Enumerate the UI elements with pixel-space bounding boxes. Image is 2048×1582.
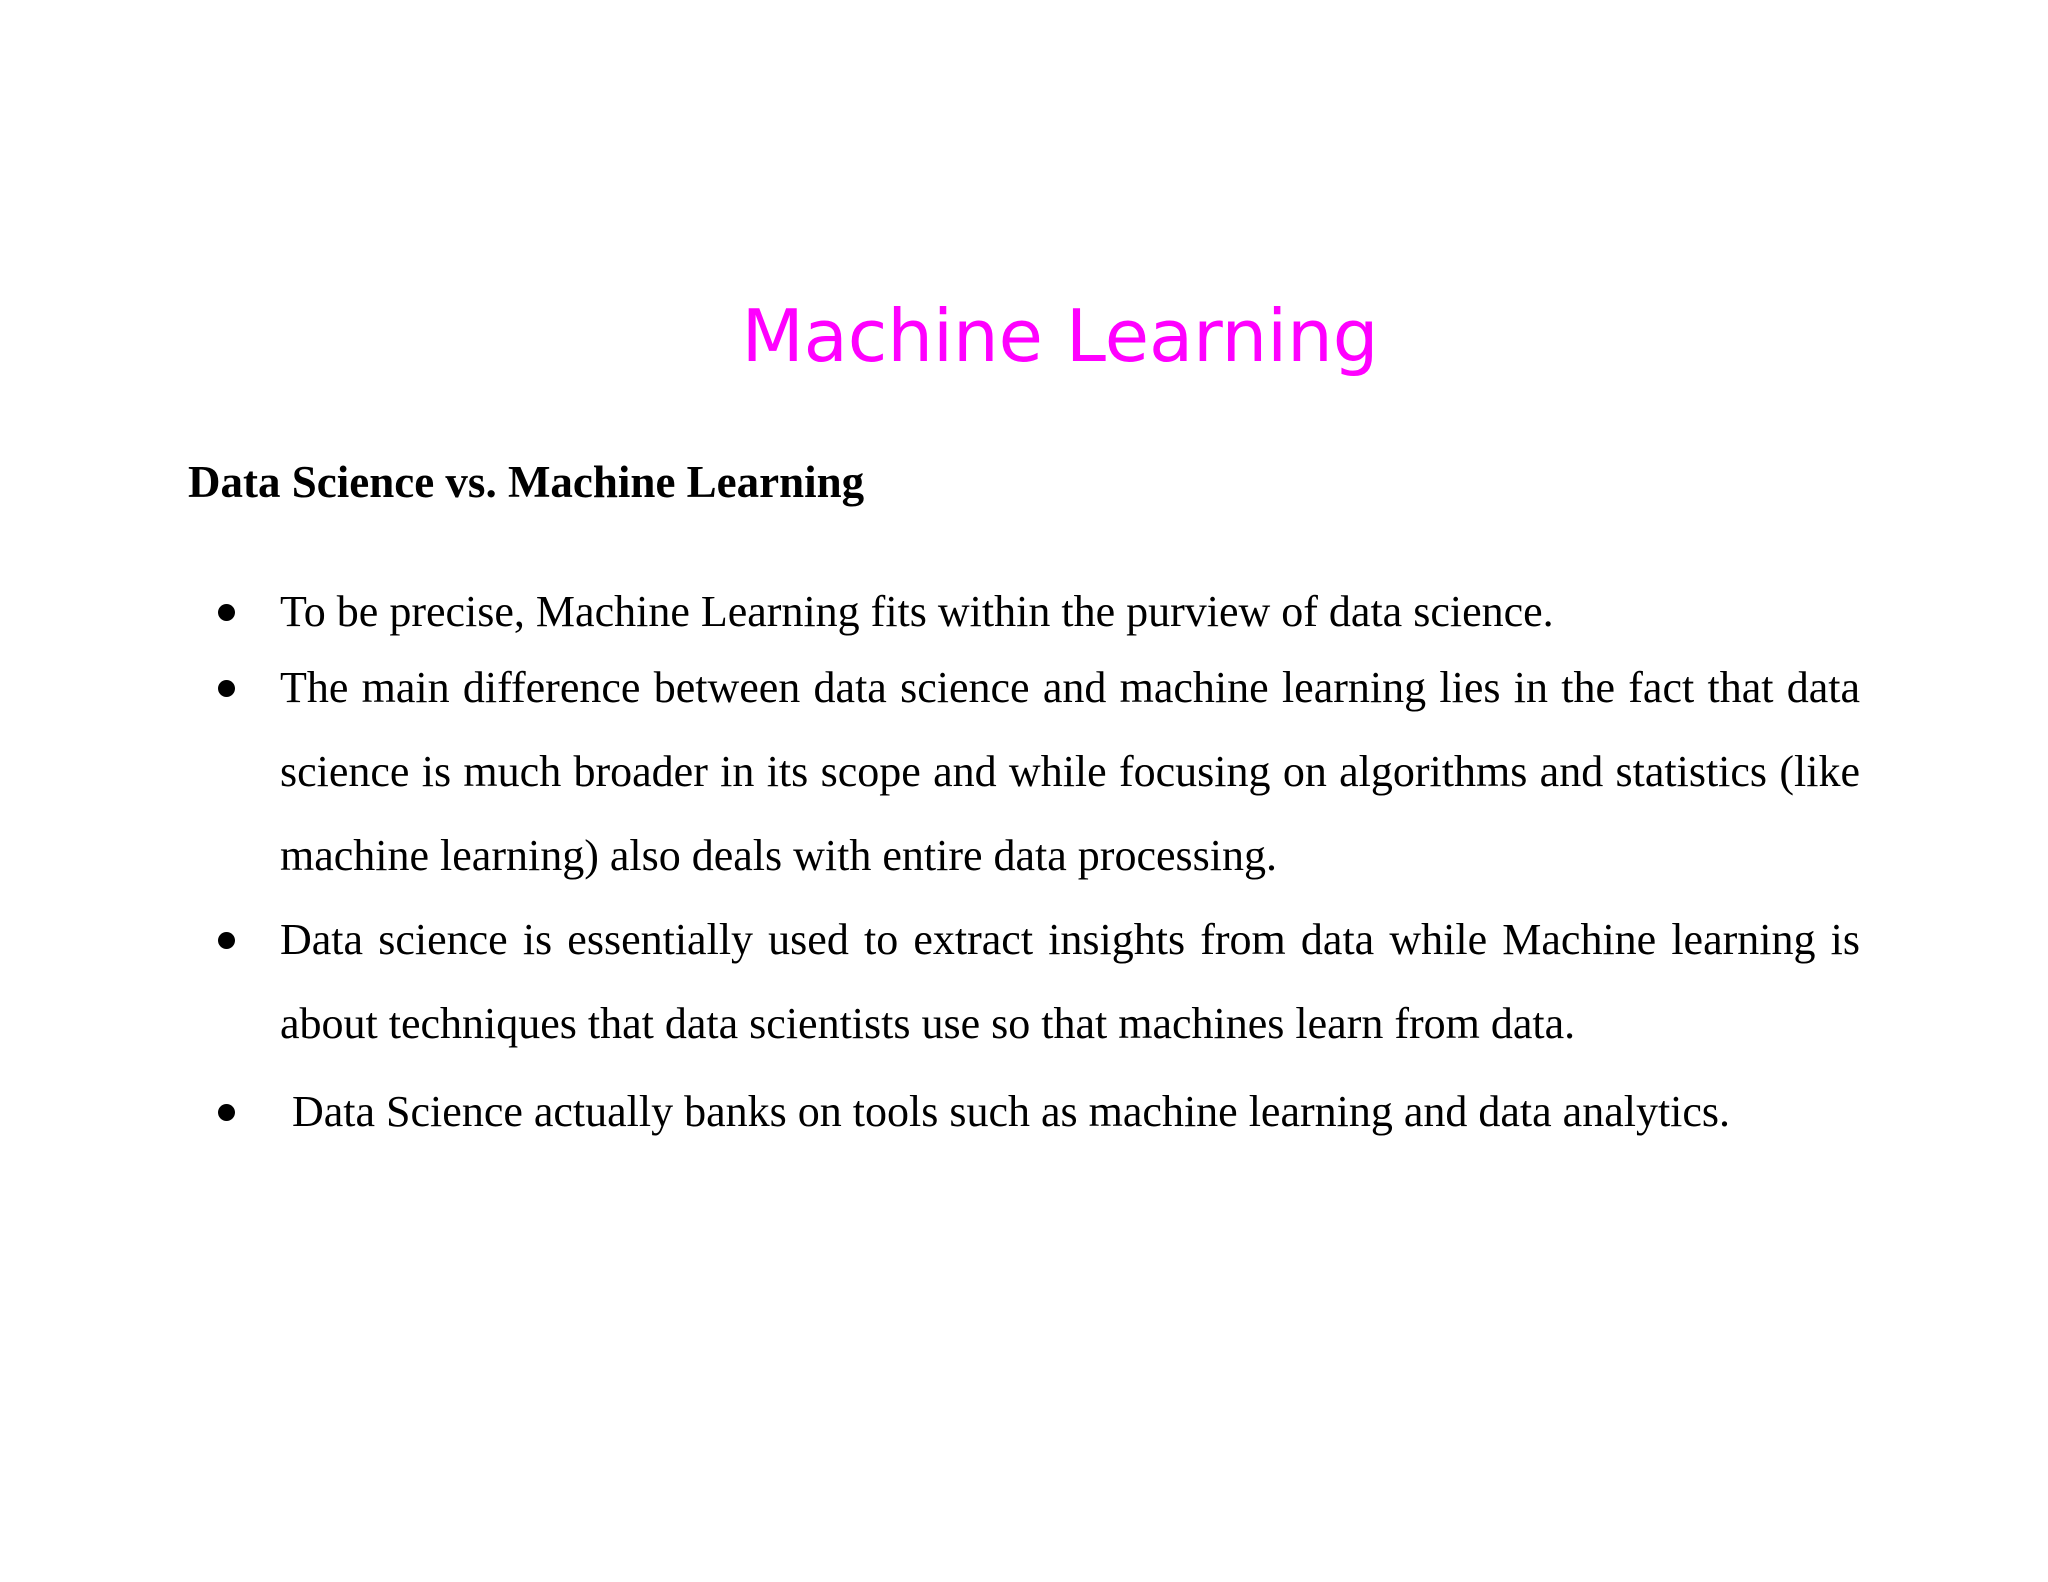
section-heading: Data Science vs. Machine Learning	[188, 457, 865, 507]
bullet-icon	[218, 680, 235, 697]
list-item-text: To be precise, Machine Learning fits within the purview of data science.	[280, 587, 1554, 636]
page-title: Machine Learning	[741, 294, 1379, 378]
list-item	[210, 1070, 1860, 1154]
bullet-icon	[218, 932, 235, 949]
list-item-text: Data science is essentially used to extract insights from data while Machine learning is about techniques that data scientists use so that machines learn from data.	[280, 915, 1860, 1048]
list-item	[210, 898, 1860, 1066]
list-item-text: Data Science actually banks on tools such as machine learning and data analytics.	[292, 1087, 1731, 1136]
bullet-list	[210, 570, 1860, 1154]
list-item	[210, 570, 1860, 654]
bullet-icon	[218, 1104, 235, 1121]
list-item	[210, 646, 1860, 898]
list-item-text: The main difference between data science and machine learning lies in the fact that data science is much broader in its scope and while focusing on algorithms and statistics (like machine learning) also deals with entire data processing.	[280, 663, 1860, 880]
bullet-icon	[218, 604, 235, 621]
